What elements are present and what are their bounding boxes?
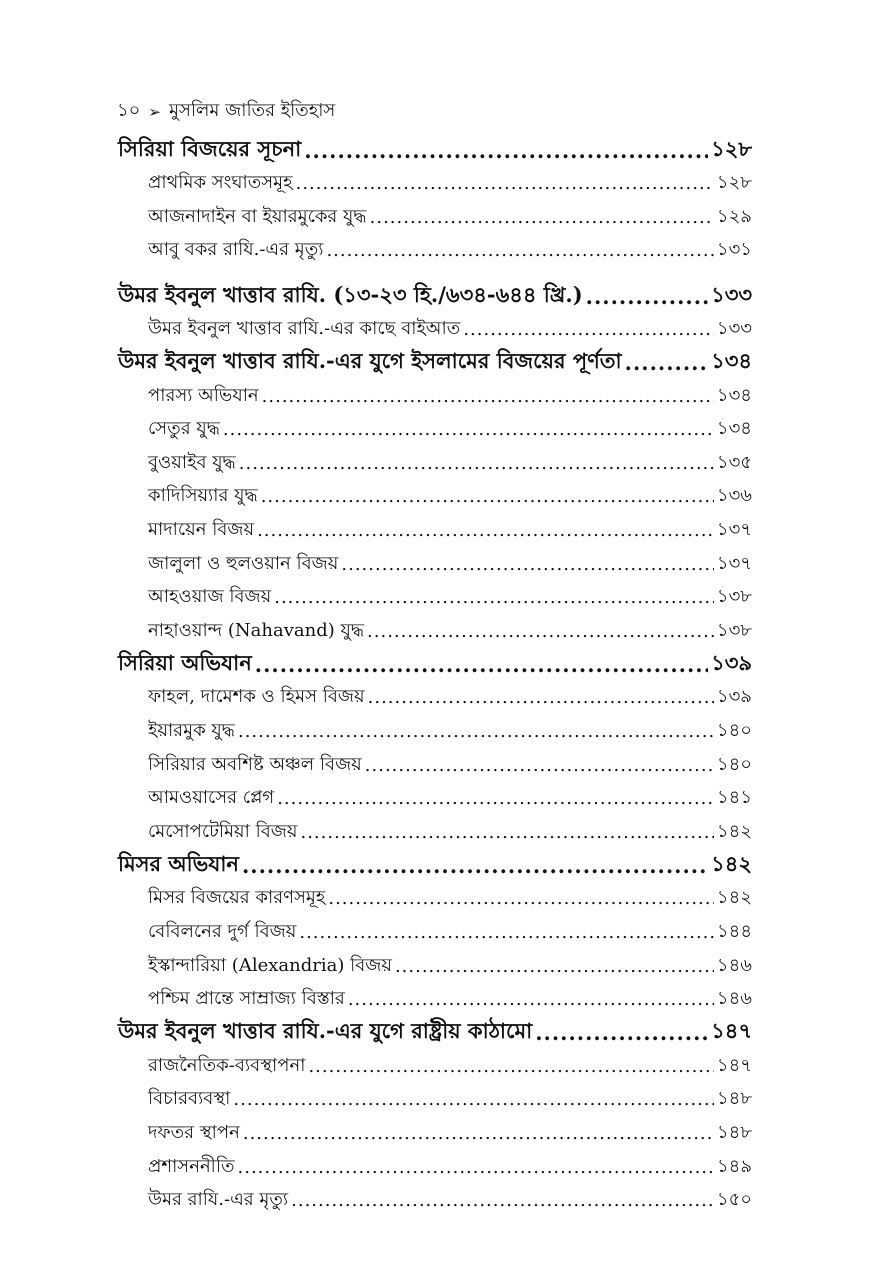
toc-entry-title: বুওয়াইব যুদ্ধ <box>148 451 236 473</box>
toc-entry-title: পারস্য অভিযান <box>148 384 259 406</box>
toc-page-number: ১৪০ <box>716 720 752 742</box>
dot-leader <box>277 788 714 809</box>
toc-entry-title: জালুলা ও হুলওয়ান বিজয় <box>148 552 339 574</box>
toc-page-number: ১৪০ <box>716 753 752 775</box>
dot-leader <box>586 284 708 309</box>
dot-leader <box>341 554 714 575</box>
dot-leader <box>296 173 714 194</box>
dot-leader <box>223 419 714 440</box>
toc-entry-title: রাজনৈতিক-ব্যবস্থাপনা <box>148 1054 306 1076</box>
toc-entry <box>118 167 752 201</box>
toc-page-number: ১৫০ <box>716 1189 752 1211</box>
toc-page-number: ১৩৯ <box>711 650 752 676</box>
toc-entry <box>118 313 752 347</box>
dot-leader <box>300 822 713 843</box>
toc-entry <box>118 1184 752 1218</box>
toc-page-number: ১৪৬ <box>716 954 752 976</box>
toc-entry-title: মিসর অভিযান <box>118 851 239 877</box>
toc-page-number: ১২৮ <box>711 136 752 161</box>
toc-page-number: ১৪৬ <box>716 988 752 1010</box>
running-header <box>117 96 335 127</box>
toc-entry-title: প্রশাসননীতি <box>148 1155 235 1177</box>
toc-page-number: ১৩৪ <box>716 418 752 440</box>
dot-leader <box>243 1123 714 1144</box>
page-number: ১০ <box>117 100 141 121</box>
dot-leader <box>304 138 708 163</box>
toc-entry-title: ফাহল, দামেশক ও হিমস বিজয় <box>148 686 365 708</box>
toc-section-heading <box>118 1016 752 1049</box>
toc-entry <box>118 1150 752 1184</box>
dot-leader <box>238 1157 714 1178</box>
toc-entry-title: আমওয়াসের প্লেগ <box>148 787 275 809</box>
toc-entry <box>118 1049 752 1083</box>
toc-page-number: ১৩৫ <box>716 451 752 473</box>
toc-entry-title: কাদিসিয়্যার যুদ্ধ <box>148 485 258 507</box>
toc-section-heading <box>118 134 752 167</box>
toc-entry-title: পশ্চিম প্রান্তে সাম্রাজ্য বিস্তার <box>148 988 345 1010</box>
toc-entry-title: সেতুর যুদ্ধ <box>148 418 220 440</box>
toc-entry-title: আবু বকর রাযি.-এর মৃত্যু <box>148 239 324 261</box>
toc-entry-title: উমর ইবনুল খাত্তাব রাযি.-এর যুগে রাষ্ট্রীয় কাঠামো <box>118 1018 533 1044</box>
toc-page-number: ১৪২ <box>716 887 752 909</box>
toc-page-number: ১৪৮ <box>716 1121 752 1143</box>
toc-entry-title: উমর ইবনুল খাত্তাব রাযি. (১৩-২৩ হি./৬৩৪-৬৪৪ খ্রি.) <box>118 281 583 307</box>
dot-leader <box>233 1089 714 1110</box>
toc-entry-title: ইস্কান্দারিয়া (Alexandria) বিজয় <box>148 954 392 976</box>
toc-entry-title: মাদায়েন বিজয় <box>148 519 255 541</box>
dot-leader <box>262 386 714 407</box>
dot-leader <box>257 520 714 541</box>
toc-entry-title: মেসোপটেমিয়া বিজয় <box>148 820 298 842</box>
toc-entry <box>118 547 752 581</box>
toc-entry-title: বেবিলনের দুর্গ বিজয় <box>148 920 297 942</box>
dot-leader <box>463 319 714 340</box>
dot-leader <box>255 652 708 677</box>
toc-entry-title: প্রাথমিক সংঘাতসমূহ <box>148 172 293 194</box>
dot-leader <box>365 755 714 776</box>
dot-leader <box>239 453 714 474</box>
dot-leader <box>326 240 713 261</box>
toc-entry-title: আহওয়াজ বিজয় <box>148 586 272 608</box>
dot-leader <box>308 1056 713 1077</box>
toc-entry-title: ইয়ারমুক যুদ্ধ <box>148 720 235 742</box>
toc-entry <box>118 816 752 850</box>
toc-entry-title: নাহাওয়ান্দ (Nahavand) যুদ্ধ <box>148 619 365 641</box>
toc-entry <box>118 916 752 950</box>
dot-leader <box>261 486 714 507</box>
toc-entry <box>118 201 752 235</box>
toc-page-number: ১২৮ <box>716 172 752 194</box>
toc-entry <box>118 581 752 615</box>
toc-page-number: ১২৯ <box>716 205 752 227</box>
toc-page-number: ১৩১ <box>716 239 752 261</box>
toc-page-number: ১৩৬ <box>716 485 752 507</box>
toc-entry <box>118 1083 752 1117</box>
dot-leader <box>242 853 708 878</box>
toc-entry-title: সিরিয়ার অবশিষ্ট অঞ্চল বিজয় <box>148 753 362 775</box>
dot-leader <box>348 989 714 1010</box>
toc-page-number: ১৪৭ <box>711 1018 752 1044</box>
dot-leader <box>367 621 714 642</box>
toc-entry <box>118 882 752 916</box>
toc-entry-title: সিরিয়া অভিযান <box>118 650 252 676</box>
dot-leader <box>395 956 714 977</box>
toc-entry-title: দফতর স্থাপন <box>148 1121 240 1143</box>
book-title: মুসলিম জাতির ইতিহাস <box>168 100 336 121</box>
toc-entry-title: আজনাদাইন বা ইয়ারমুকের যুদ্ধ <box>148 205 367 227</box>
toc-page-number: ১৩৭ <box>716 519 752 541</box>
toc-section-heading <box>118 280 752 313</box>
toc-section-heading <box>118 346 752 379</box>
dot-leader <box>299 922 714 943</box>
toc-entry <box>118 514 752 548</box>
toc-entry <box>118 681 752 715</box>
toc-page-number: ১৪৯ <box>716 1155 752 1177</box>
toc-page-number: ১৪২ <box>711 851 752 877</box>
toc-section-heading <box>118 648 752 681</box>
toc-page-number: ১৩৩ <box>711 281 752 307</box>
dot-leader <box>370 207 714 228</box>
toc-page-number: ১৪৪ <box>716 920 752 942</box>
toc-entry-title: উমর রাযি.-এর মৃত্যু <box>148 1189 289 1211</box>
toc-entry-title: মিসর বিজয়ের কারণসমূহ <box>148 887 326 909</box>
toc-entry <box>118 782 752 816</box>
arrow-icon: ➢ <box>148 102 161 121</box>
toc-page-number: ১৪১ <box>716 787 752 809</box>
toc-page-number: ১৩৪ <box>716 384 752 406</box>
toc-entry <box>118 615 752 649</box>
toc-page-number: ১৩৩ <box>716 318 752 340</box>
toc-page-number: ১৩৯ <box>716 686 752 708</box>
dot-leader <box>535 1020 708 1045</box>
dot-leader <box>238 721 714 742</box>
toc-entry <box>118 1117 752 1151</box>
dot-leader <box>274 587 714 608</box>
toc-entry <box>118 234 752 268</box>
toc-entry <box>118 748 752 782</box>
toc-entry-title: সিরিয়া বিজয়ের সূচনা <box>118 136 302 161</box>
toc-page-number: ১৩৪ <box>711 348 752 374</box>
toc-entry <box>118 447 752 481</box>
toc-entry-title: উমর ইবনুল খাত্তাব রাযি.-এর কাছে বাইআত <box>148 318 461 340</box>
toc-entry <box>118 949 752 983</box>
table-of-contents <box>118 134 752 1217</box>
dot-leader <box>291 1190 714 1211</box>
toc-entry-title: বিচারব্যবস্থা <box>148 1088 231 1110</box>
toc-page-number: ১৩৭ <box>716 552 752 574</box>
toc-page-number: ১৪৭ <box>716 1054 752 1076</box>
toc-page-number: ১৩৮ <box>716 586 752 608</box>
toc-entry <box>118 983 752 1017</box>
toc-page-number: ১৩৮ <box>716 619 752 641</box>
toc-entry <box>118 715 752 749</box>
toc-section-heading <box>118 849 752 882</box>
toc-page-number: ১৪৮ <box>716 1088 752 1110</box>
dot-leader <box>625 350 708 375</box>
toc-entry <box>118 413 752 447</box>
toc-entry <box>118 379 752 413</box>
toc-page-number: ১৪২ <box>716 820 752 842</box>
dot-leader <box>368 687 714 708</box>
dot-leader <box>328 888 714 909</box>
toc-entry <box>118 480 752 514</box>
toc-entry-title: উমর ইবনুল খাত্তাব রাযি.-এর যুগে ইসলামের বিজয়ের পূর্ণতা <box>118 348 622 374</box>
